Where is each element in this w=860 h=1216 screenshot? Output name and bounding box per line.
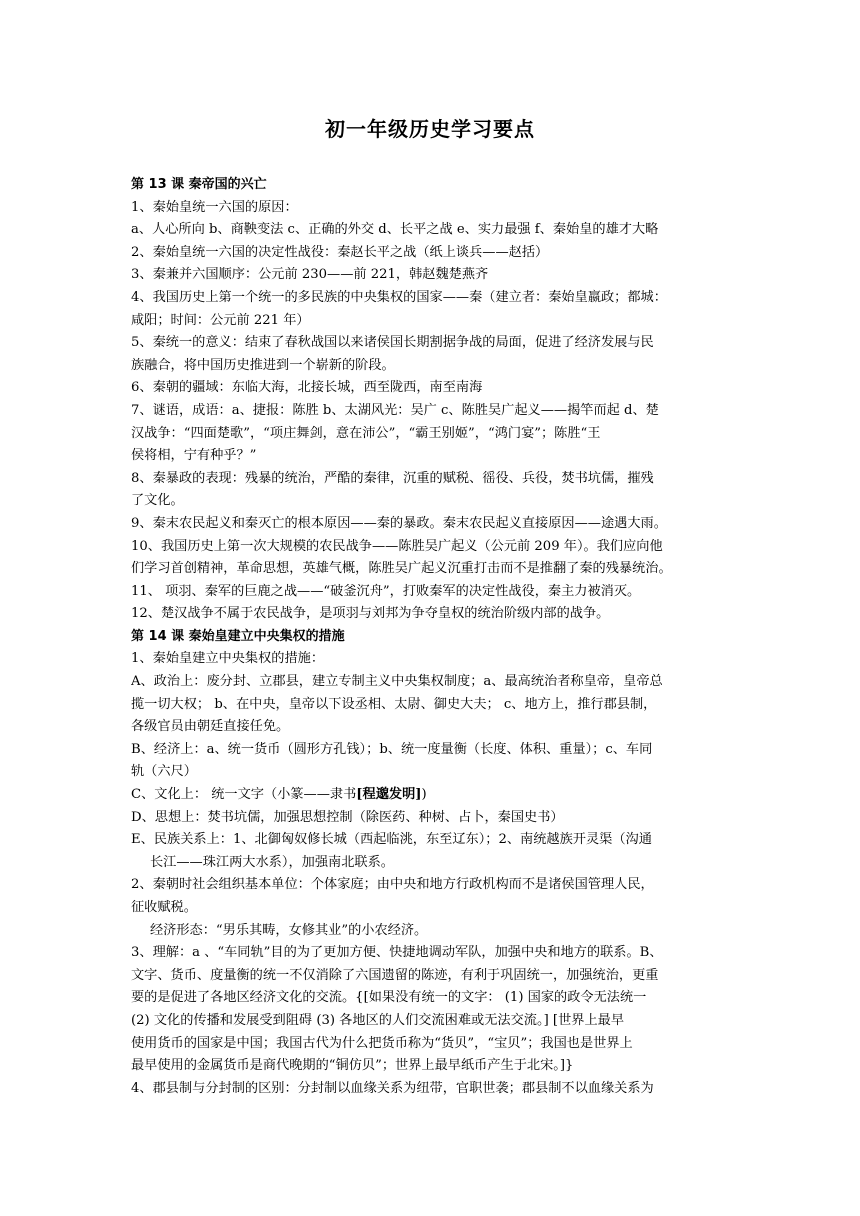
text-line xyxy=(131,671,733,694)
text-line xyxy=(131,219,733,242)
text-line xyxy=(131,581,733,604)
text-line xyxy=(131,897,733,920)
text-line xyxy=(131,513,733,536)
text-line xyxy=(131,242,733,265)
line-text: 征收赋税。 xyxy=(131,900,197,915)
line-text: 汉战争：“四面楚歌”，“项庄舞剑，意在沛公”，“霸王别姬”，“鸿门宴”；陈胜“王 xyxy=(131,425,601,441)
text-line xyxy=(131,739,733,762)
line-text: (2) 文化的传播和发展受到阻碍 (3) 各地区的人们交流困难或无法交流。] [世界上最早 xyxy=(131,1012,625,1028)
line-text: 要的是促进了各地区经济文化的交流。{[如果没有统一的文字： (1) 国家的政令无法统一 xyxy=(131,990,647,1006)
line-text: 轨（六尺） xyxy=(131,764,197,780)
line-text: 8、秦暴政的表现：残暴的统治，严酷的秦律，沉重的赋税、徭役、兵役，焚书坑儒，摧残 xyxy=(131,470,654,486)
line-text: B、经济上：a、统一货币（圆形方孔钱）；b、统一度量衡（长度、体积、重量）；c、车同 xyxy=(131,741,653,757)
text-line xyxy=(131,423,733,446)
text-line xyxy=(131,536,733,559)
line-text: 使用货币的国家是中国；我国古代为什么把货币称为“货贝”，“宝贝”；我国也是世界上 xyxy=(131,1035,633,1051)
line-text: 第 13 课 秦帝国的兴亡 xyxy=(131,177,267,192)
line-text: C、文化上： 统一文字（小篆——隶书 xyxy=(131,787,357,803)
line-text: 4、郡县制与分封制的区别：分封制以血缘关系为纽带，官职世袭；郡县制不以血缘关系为 xyxy=(131,1080,654,1096)
line-text: 3、理解：a 、“车同轨”目的为了更加方便、快捷地调动军队，加强中央和地方的联系。B、 xyxy=(131,945,663,961)
text-line xyxy=(131,694,733,717)
text-line xyxy=(131,603,733,626)
line-text: A、政治上：废分封、立郡县，建立专制主义中央集权制度；a、最高统治者称皇帝，皇帝总 xyxy=(131,674,663,690)
text-line xyxy=(131,1033,733,1056)
text-line xyxy=(131,761,733,784)
line-text: 了文化。 xyxy=(131,493,184,509)
bold-note: [程邈发明] xyxy=(356,787,422,803)
line-text: 经济形态：“男乐其畴，女修其业”的小农经济。 xyxy=(150,922,428,938)
line-text: 2、秦朝时社会组织基本单位：个体家庭；由中央和地方行政机构而不是诸侯国管理人民， xyxy=(131,877,654,893)
lesson-heading xyxy=(131,626,733,649)
line-text: 7、谜语，成语：a、捷报：陈胜 b、太湖风光：吴广 c、陈胜吴广起义——揭竿而起 d、楚 xyxy=(131,402,659,418)
line-text: 各级官员由朝廷直接任免。 xyxy=(131,719,290,735)
line-text: 咸阳；时间：公元前 221 年） xyxy=(131,312,310,328)
text-line xyxy=(131,332,733,355)
line-text: 侯将相，宁有种乎？” xyxy=(131,448,257,464)
line-text: 们学习首创精神，革命思想，英雄气概，陈胜吴广起义沉重打击而不是推翻了秦的残暴统治。 xyxy=(131,561,672,577)
line-text: 4、我国历史上第一个统一的多民族的中央集权的国家——秦（建立者：秦始皇嬴政；都城： xyxy=(131,289,667,305)
text-line xyxy=(131,400,733,423)
line-text: 10、我国历史上第一次大规模的农民战争——陈胜吴广起义（公元前 209 年）。我们应向他 xyxy=(131,538,663,554)
text-line xyxy=(131,264,733,287)
page-title: 初一年级历史学习要点 xyxy=(325,117,535,141)
line-text: 3、秦兼并六国顺序：公元前 230——前 221，韩赵魏楚燕齐 xyxy=(131,267,489,283)
text-line xyxy=(131,1078,733,1101)
line-text: 族融合，将中国历史推进到一个崭新的阶段。 xyxy=(131,357,395,373)
text-line xyxy=(131,920,733,943)
line-text: a、人心所向 b、商鞅变法 c、正确的外交 d、长平之战 e、实力最强 f、秦始皇的雄才大略 xyxy=(131,222,659,238)
text-line xyxy=(131,942,733,965)
text-line xyxy=(131,852,733,875)
line-text: 5、秦统一的意义：结束了春秋战国以来诸侯国长期割据争战的局面，促进了经济发展与民 xyxy=(131,335,654,351)
line-text: 文字、货币、度量衡的统一不仅消除了六国遗留的陈迹，有利于巩固统一，加强统治，更重 xyxy=(131,967,659,983)
line-text: E、民族关系上：1、北御匈奴修长城（西起临洮，东至辽东）；2、南统越族开灵渠（沟通 xyxy=(131,832,652,848)
line-text: D、思想上：焚书坑儒，加强思想控制（除医药、种树、占卜，秦国史书） xyxy=(131,809,564,825)
text-line xyxy=(131,558,733,581)
text-line xyxy=(131,490,733,513)
text-line xyxy=(131,874,733,897)
line-text: 最早使用的金属货币是商代晚期的“铜仿贝”；世界上最早纸币产生于北宋。]} xyxy=(131,1058,574,1074)
line-text: 9、秦末农民起义和秦灭亡的根本原因——秦的暴政。秦末农民起义直接原因——途遇大雨。 xyxy=(131,515,667,531)
line-text: 1、秦始皇建立中央集权的措施： xyxy=(131,651,325,667)
line-suffix: ) xyxy=(421,787,427,803)
line-text: 6、秦朝的疆域：东临大海，北接长城，西至陇西，南至南海 xyxy=(131,380,483,396)
line-text: 2、秦始皇统一六国的决定性战役：秦赵长平之战（纸上谈兵——赵括） xyxy=(131,244,549,260)
document-body xyxy=(131,174,733,1100)
text-line xyxy=(131,1010,733,1033)
text-line xyxy=(131,287,733,310)
text-line xyxy=(131,807,733,830)
text-line xyxy=(131,468,733,491)
line-text: 11、 项羽、秦军的巨鹿之战——“破釜沉舟”，打败秦军的决定性战役，秦主力被消灭。 xyxy=(131,583,641,599)
text-line xyxy=(131,716,733,739)
text-line xyxy=(131,829,733,852)
text-line xyxy=(131,965,733,988)
line-text: 第 14 课 秦始皇建立中央集权的措施 xyxy=(131,628,345,644)
text-line xyxy=(131,445,733,468)
line-text: 揽一切大权； b、在中央，皇帝以下设丞相、太尉、御史大夫； c、地方上，推行郡县制， xyxy=(131,696,657,712)
text-line xyxy=(131,310,733,333)
lesson-heading xyxy=(131,174,733,197)
text-line xyxy=(131,1055,733,1078)
text-line xyxy=(131,197,733,220)
text-line xyxy=(131,377,733,400)
text-line xyxy=(131,987,733,1010)
text-line xyxy=(131,355,733,378)
line-text: 长江——珠江两大水系），加强南北联系。 xyxy=(150,854,394,870)
text-line xyxy=(131,648,733,671)
text-line xyxy=(131,784,733,807)
line-text: 12、楚汉战争不属于农民战争，是项羽与刘邦为争夺皇权的统治阶级内部的战争。 xyxy=(131,606,610,622)
line-text: 1、秦始皇统一六国的原因： xyxy=(131,199,298,215)
